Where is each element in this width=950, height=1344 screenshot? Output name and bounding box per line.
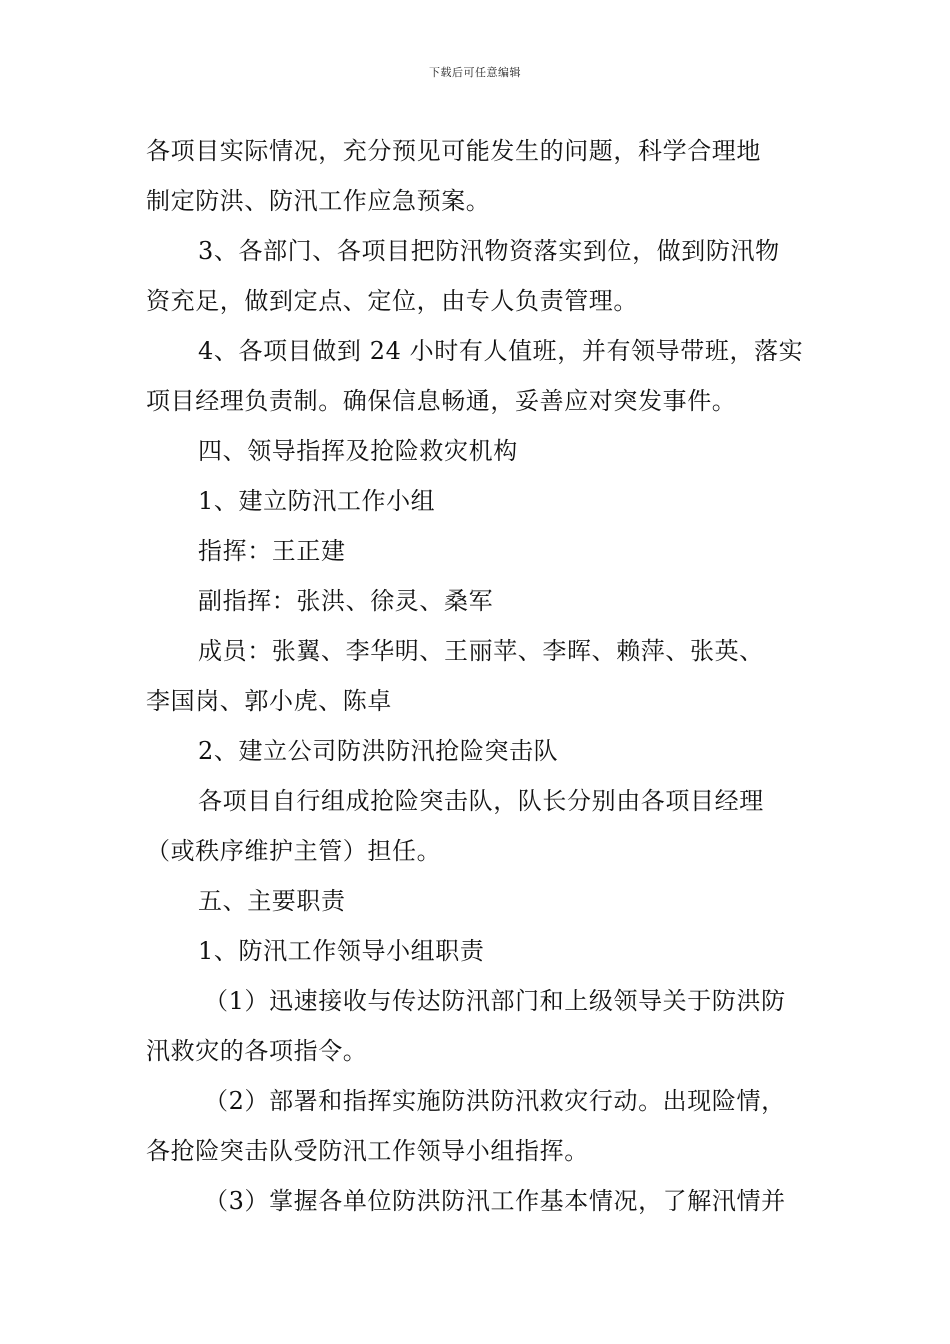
paragraph-line: 成员：张翼、李华明、王丽苹、李晖、赖萍、张英、	[198, 637, 764, 665]
paragraph-line: 指挥：王正建	[198, 537, 346, 565]
section-heading: 五、主要职责	[198, 887, 346, 915]
paragraph-line: 制定防洪、防汛工作应急预案。	[146, 187, 491, 215]
paragraph-line: 各项目自行组成抢险突击队，队长分别由各项目经理	[198, 787, 764, 815]
paragraph-line: 各抢险突击队受防汛工作领导小组指挥。	[146, 1137, 589, 1165]
paragraph-line: （或秩序维护主管）担任。	[146, 837, 442, 865]
page-header: 下载后可任意编辑	[429, 66, 521, 79]
subsection-heading: 1、防汛工作领导小组职责	[198, 937, 485, 965]
subsection-heading: 2、建立公司防洪防汛抢险突击队	[198, 737, 559, 765]
paragraph-line: 资充足，做到定点、定位，由专人负责管理。	[146, 287, 638, 315]
paragraph-line: 李国岗、郭小虎、陈卓	[146, 687, 392, 715]
paragraph-line: 3、各部门、各项目把防汛物资落实到位，做到防汛物	[198, 237, 780, 265]
paragraph-line: 项目经理负责制。确保信息畅通，妥善应对突发事件。	[146, 387, 737, 415]
paragraph-line: （3）掌握各单位防洪防汛工作基本情况，了解汛情并	[204, 1187, 786, 1215]
document-body	[146, 126, 806, 1226]
paragraph-line: 汛救灾的各项指令。	[146, 1037, 368, 1065]
paragraph-line: 各项目实际情况，充分预见可能发生的问题，科学合理地	[146, 137, 761, 165]
section-heading: 四、领导指挥及抢险救灾机构	[198, 437, 518, 465]
paragraph-line: 4、各项目做到 24 小时有人值班，并有领导带班，落实	[198, 337, 804, 365]
paragraph-line: 副指挥：张洪、徐灵、桑军	[198, 587, 494, 615]
subsection-heading: 1、建立防汛工作小组	[198, 487, 436, 515]
paragraph-line: （1）迅速接收与传达防汛部门和上级领导关于防洪防	[204, 987, 786, 1015]
paragraph-line: （2）部署和指挥实施防洪防汛救灾行动。出现险情，	[204, 1087, 786, 1115]
